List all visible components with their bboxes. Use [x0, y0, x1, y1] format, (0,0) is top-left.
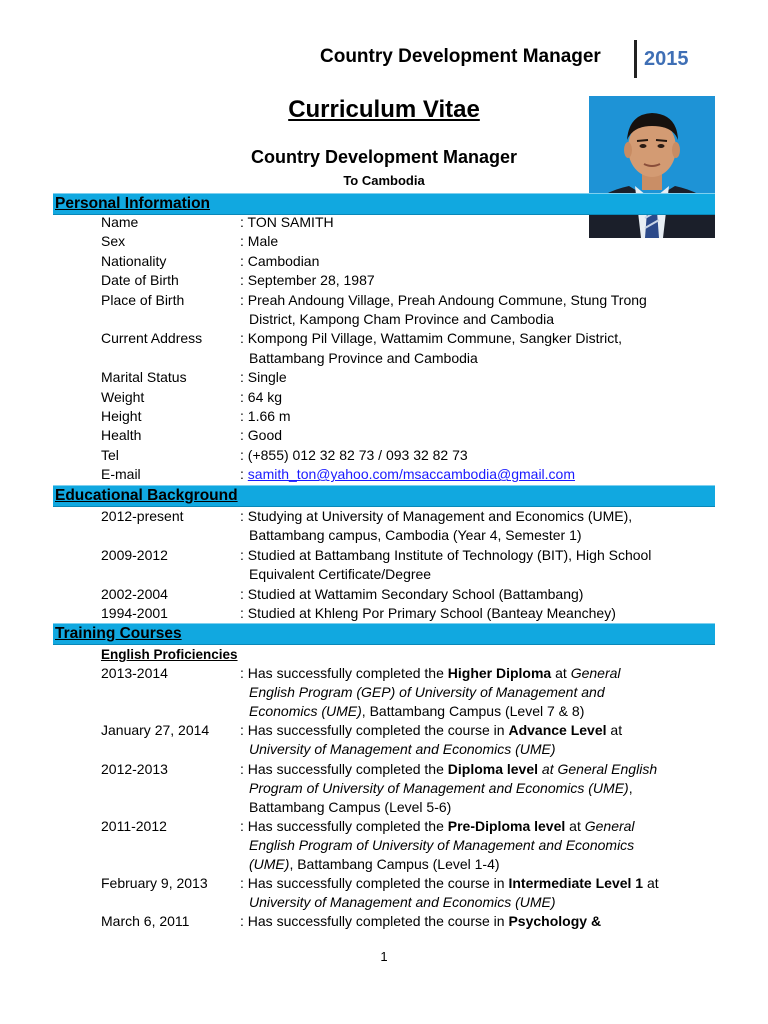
training-date: January 27, 2014	[101, 722, 210, 739]
education-detail: : Studied at Battambang Institute of Technology (BIT), High School	[240, 546, 652, 563]
training-text-segment: General	[584, 817, 635, 834]
training-text-segment: : Has successfully completed the	[240, 760, 448, 777]
training-text-segment: Program of University of Management and Economics (UME)	[249, 779, 629, 796]
training-detail-line	[249, 683, 605, 702]
education-detail: : Studied at Khleng Por Primary School (Banteay Meanchey)	[240, 605, 616, 621]
personal-value: : Single	[240, 369, 287, 386]
training-detail-line	[249, 740, 556, 759]
section-bar-training	[53, 623, 715, 645]
training-text-segment: Battambang Campus (Level 5-6)	[249, 798, 452, 815]
section-bar-education	[53, 485, 715, 507]
training-detail-line	[240, 664, 621, 683]
personal-value: : Preah Andoung Village, Preah Andoung Commune, Stung Trong	[240, 291, 647, 308]
personal-label: E-mail	[101, 466, 141, 483]
training-text-segment: Intermediate Level 1	[508, 875, 644, 892]
training-text-segment: ,	[628, 779, 633, 796]
training-text-segment: at	[606, 722, 623, 739]
training-detail-line	[240, 817, 635, 836]
personal-label: Name	[101, 214, 139, 230]
training-detail-line	[249, 893, 556, 912]
personal-label: Sex	[101, 233, 126, 250]
education-detail-cont: Battambang campus, Cambodia (Year 4, Semester 1)	[249, 527, 582, 544]
header-year: 2015	[644, 48, 689, 70]
personal-label: Weight	[101, 388, 145, 405]
training-text-segment: : Has successfully completed the	[240, 665, 448, 681]
section-heading-training: Training Courses	[55, 625, 182, 642]
cv-position: Country Development Manager	[250, 147, 518, 167]
education-period: 2009-2012	[101, 546, 168, 563]
training-text-segment: : Has successfully completed the course in	[240, 913, 509, 930]
training-text-segment: , Battambang Campus (Level 1-4)	[289, 856, 500, 872]
english-proficiencies-heading: English Proficiencies	[101, 647, 238, 662]
training-text-segment: at	[551, 665, 571, 681]
training-detail-line	[249, 836, 634, 855]
training-text-segment: : Has successfully completed the course in	[240, 722, 509, 739]
education-period: 1994-2001	[101, 605, 168, 621]
training-date: 2013-2014	[101, 665, 168, 681]
education-period: 2012-present	[101, 508, 184, 524]
training-date: March 6, 2011	[101, 913, 190, 930]
training-text-segment: , Battambang Campus (Level 7 & 8)	[361, 703, 585, 720]
training-detail-line	[249, 702, 584, 721]
personal-value: : Cambodian	[240, 252, 320, 269]
education-detail: : Studying at University of Management and Economics (UME),	[240, 508, 633, 524]
training-detail-line	[249, 798, 451, 817]
cv-destination: To Cambodia	[343, 173, 425, 188]
personal-value: : samith_ton@yahoo.com/msaccambodia@gmail.com	[240, 466, 576, 483]
personal-value: : 64 kg	[240, 388, 283, 405]
personal-value: : September 28, 1987	[240, 272, 375, 289]
section-heading-personal: Personal Information	[55, 195, 211, 212]
header-title: Country Development Manager	[320, 46, 601, 67]
training-detail-line	[240, 874, 659, 893]
personal-label: Marital Status	[101, 369, 187, 386]
personal-value-cont: Battambang Province and Cambodia	[249, 349, 478, 366]
education-period: 2002-2004	[101, 585, 168, 602]
training-text-segment: Psychology &	[508, 913, 602, 930]
education-detail: : Studied at Wattamim Secondary School (Battambang)	[240, 585, 584, 602]
training-detail-line	[240, 760, 657, 779]
personal-label: Height	[101, 408, 142, 424]
personal-value-cont: District, Kampong Cham Province and Cambodia	[249, 311, 555, 327]
personal-label: Place of Birth	[101, 291, 185, 308]
training-text-segment: at General English	[538, 760, 658, 777]
training-detail-line	[249, 779, 633, 798]
training-text-segment: University of Management and Economics (UME)	[249, 894, 556, 911]
personal-label: Tel	[101, 446, 119, 463]
section-heading-education: Educational Background	[55, 487, 238, 504]
portrait-illustration	[589, 96, 715, 238]
personal-label: Nationality	[101, 252, 167, 269]
training-text-segment: University of Management and Economics (UME)	[249, 741, 556, 758]
section-bar-personal	[53, 193, 715, 215]
training-text-segment: Economics (UME)	[249, 703, 362, 720]
page-number: 1	[380, 949, 388, 964]
personal-value: : Kompong Pil Village, Wattamim Commune, Sangker District,	[240, 330, 623, 347]
training-detail-line	[249, 855, 500, 874]
personal-value: : TON SAMITH	[240, 214, 334, 230]
cv-title: Curriculum Vitae	[288, 96, 480, 123]
profile-photo	[589, 96, 715, 238]
personal-value: : (+855) 012 32 82 73 / 093 32 82 73	[240, 446, 468, 463]
training-text-segment: at	[643, 875, 659, 892]
training-date: 2012-2013	[101, 760, 168, 777]
training-date: 2011-2012	[101, 817, 167, 834]
training-text-segment: English Program (GEP) of University of Management and	[249, 684, 605, 701]
personal-label: Date of Birth	[101, 272, 179, 289]
education-detail-cont: Equivalent Certificate/Degree	[249, 566, 432, 583]
training-detail-line	[240, 912, 601, 931]
training-text-segment: : Has successfully completed the	[240, 817, 448, 834]
training-text-segment: Higher Diploma	[447, 665, 552, 681]
training-text-segment: Advance Level	[508, 722, 607, 739]
training-text-segment: English Program of University of Management and Economics	[249, 836, 635, 853]
training-text-segment: Diploma level	[447, 760, 539, 777]
training-date: February 9, 2013	[101, 875, 208, 892]
personal-value: : 1.66 m	[240, 408, 291, 424]
email-link[interactable]: samith_ton@yahoo.com/msaccambodia@gmail.com	[247, 466, 576, 483]
training-text-segment: at	[565, 817, 585, 834]
training-text-segment: : Has successfully completed the course in	[240, 875, 509, 892]
personal-value: : Male	[240, 233, 279, 250]
personal-value: : Good	[240, 427, 283, 444]
personal-label: Health	[101, 427, 142, 444]
header-divider	[634, 40, 637, 78]
training-text-segment: General	[570, 665, 621, 681]
training-text-segment: (UME)	[249, 856, 290, 872]
personal-label: Current Address	[101, 330, 203, 347]
training-text-segment: Pre-Diploma level	[447, 817, 566, 834]
training-detail-line	[240, 721, 622, 740]
